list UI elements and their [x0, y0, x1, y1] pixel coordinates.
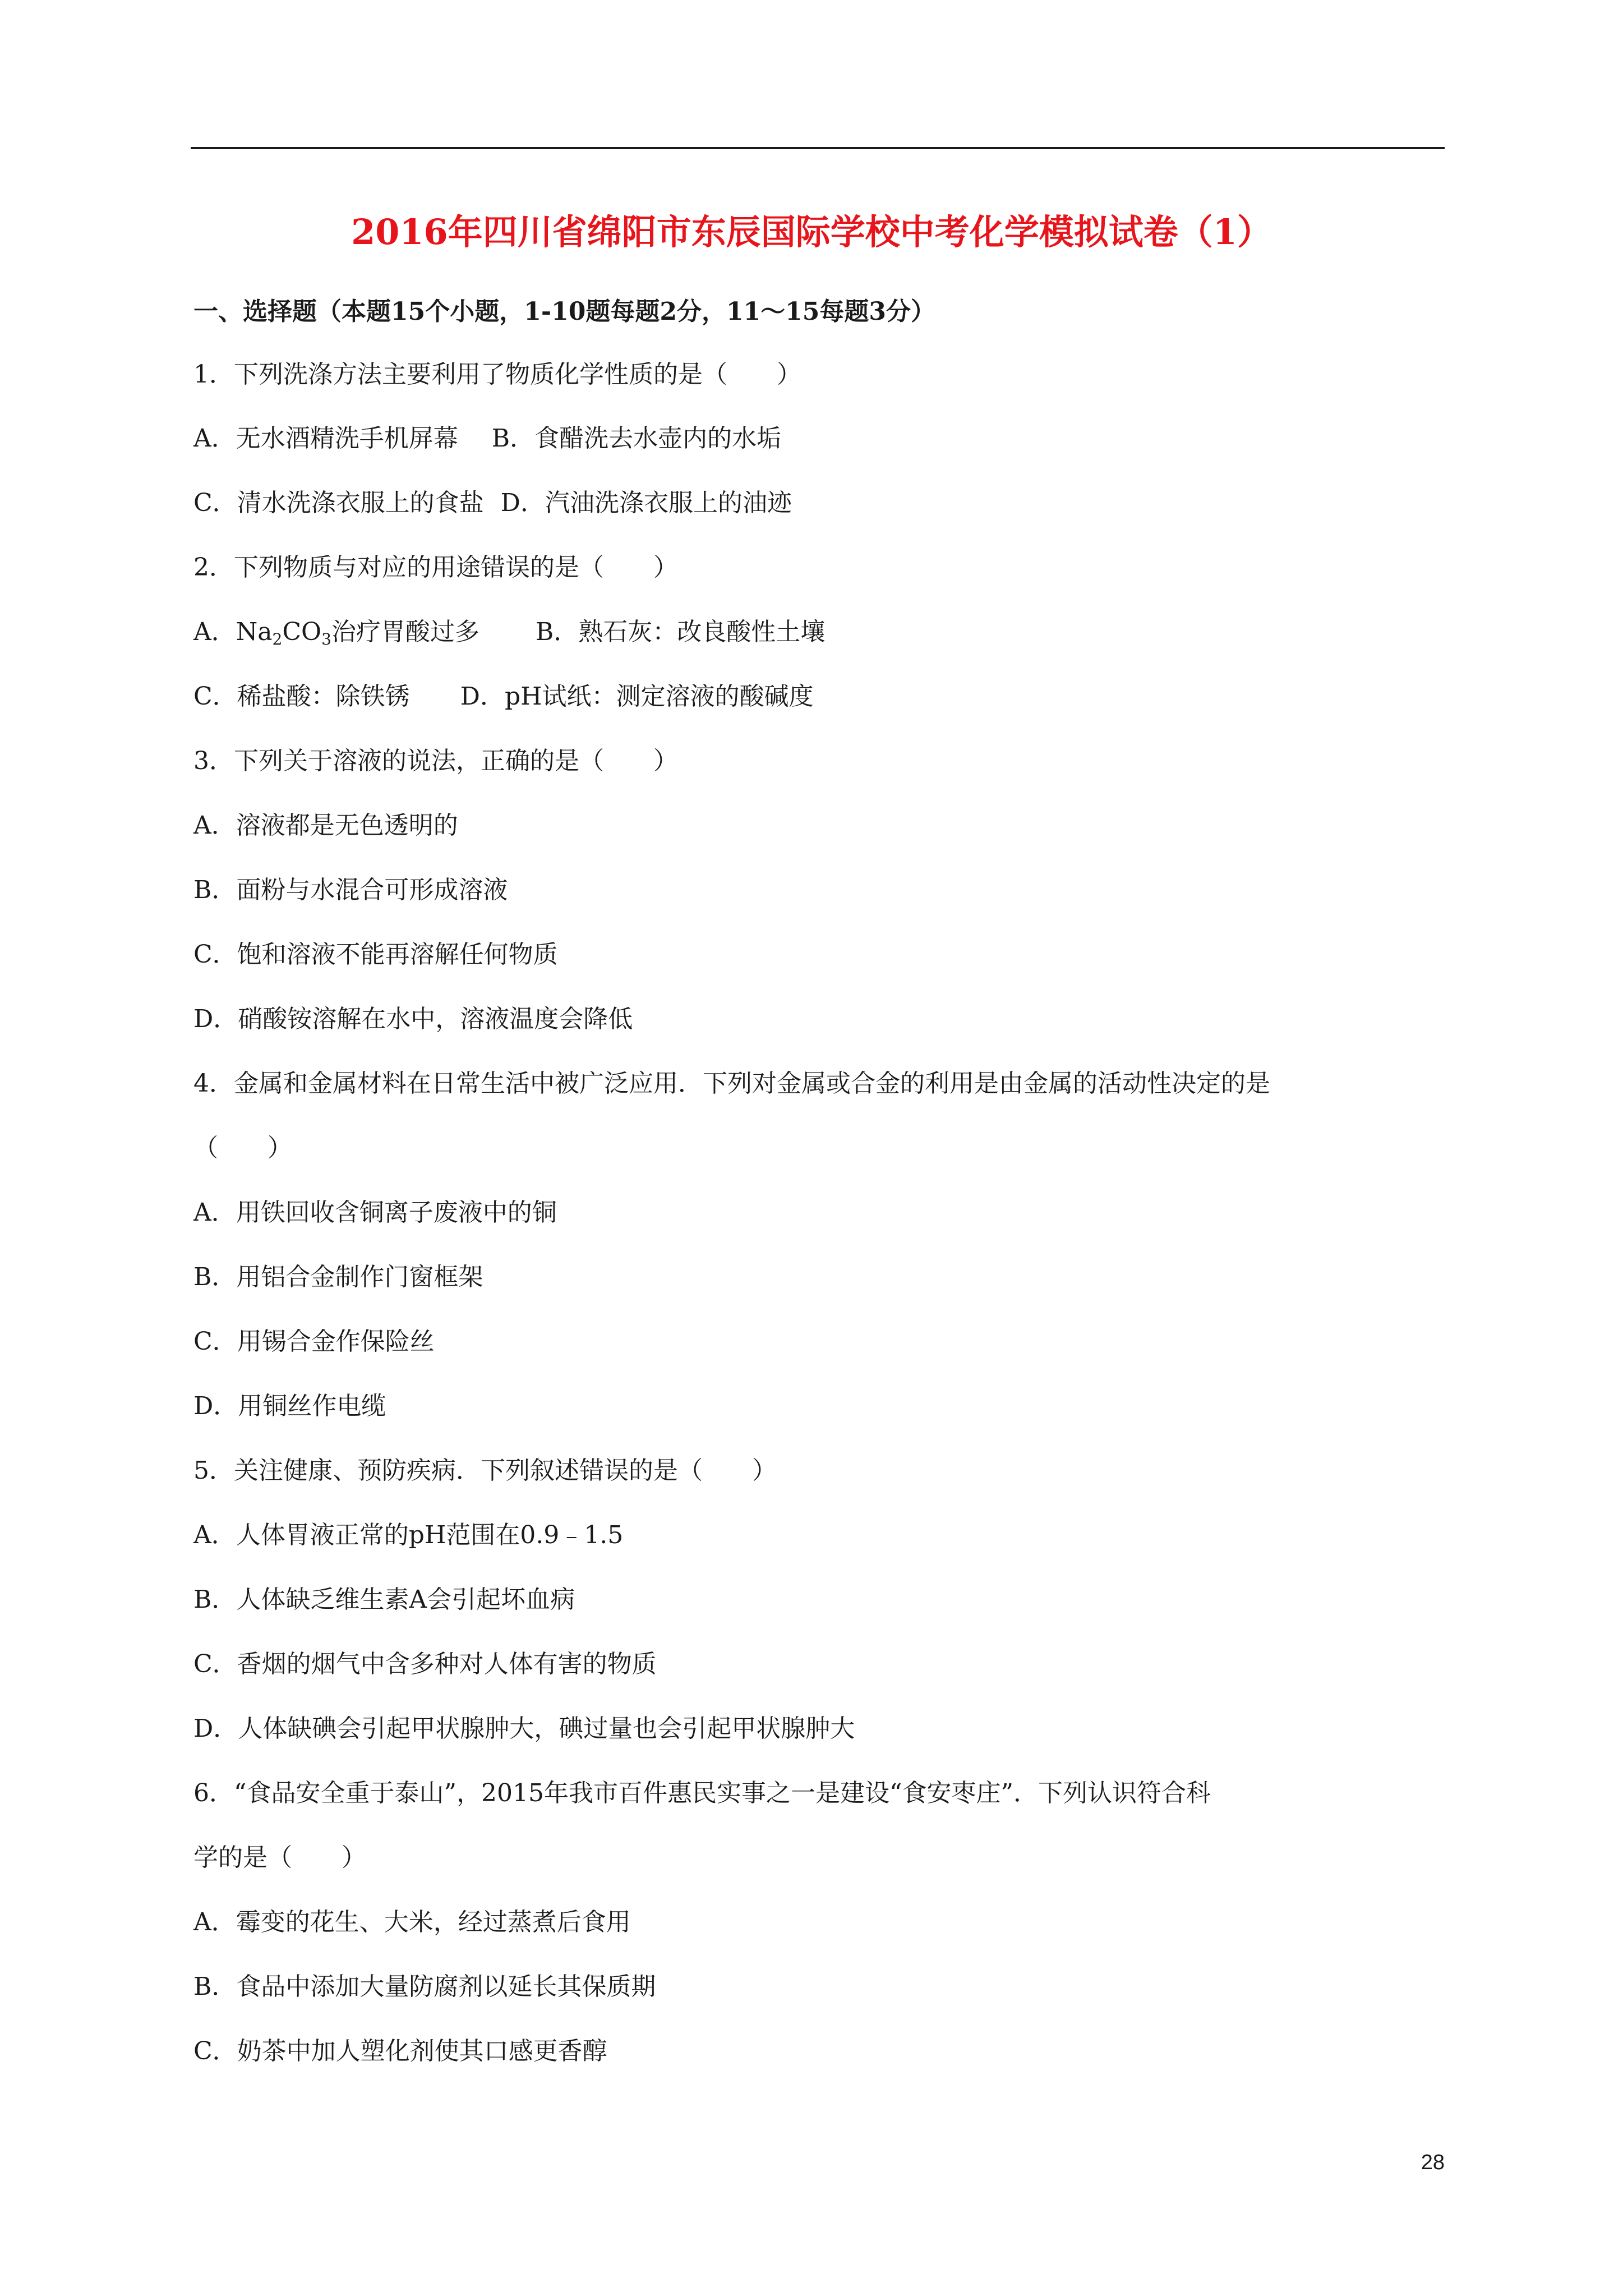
q1-option-b: B．食醋洗去水壶内的水垢 — [491, 424, 782, 453]
q3-option-b: B．面粉与水混合可形成溶液 — [193, 876, 508, 904]
q5-option-b: B．人体缺乏维生素A会引起坏血病 — [193, 1585, 575, 1614]
header-rule — [191, 147, 1445, 149]
question-2-stem: 2．下列物质与对应的用途错误的是（ ） — [193, 553, 678, 582]
q1-option-a: A．无水酒精洗手机屏幕 — [193, 424, 458, 453]
q4-option-b: B．用铝合金制作门窗框架 — [193, 1263, 483, 1291]
question-1-stem: 1．下列洗涤方法主要利用了物质化学性质的是（ ） — [193, 360, 801, 389]
section-heading: 一、选择题（本题15个小题，1-10题每题2分，11～15每题3分） — [193, 297, 936, 326]
question-4-stem-continued: （ ） — [193, 1134, 292, 1162]
q4-option-c: C．用锡合金作保险丝 — [193, 1327, 435, 1356]
page-title: 2016年四川省绵阳市东辰国际学校中考化学模拟试卷（1） — [351, 211, 1272, 252]
q2-option-c: C．稀盐酸：除铁锈 — [193, 682, 410, 711]
q5-option-c: C．香烟的烟气中含多种对人体有害的物质 — [193, 1650, 657, 1678]
question-5-stem: 5．关注健康、预防疾病．下列叙述错误的是（ ） — [193, 1456, 777, 1485]
q2-option-d: D．pH试纸：测定溶液的酸碱度 — [460, 682, 814, 711]
q2-option-b: B．熟石灰：改良酸性土壤 — [535, 618, 826, 646]
question-6-stem: 6．“食品安全重于泰山”，2015年我市百件惠民实事之一是建设“食安枣庄”．下列认识符合科 — [193, 1779, 1211, 1807]
q4-option-d: D．用铜丝作电缆 — [193, 1392, 386, 1420]
question-1-options-ab — [193, 421, 781, 457]
question-3-stem: 3．下列关于溶液的说法，正确的是（ ） — [193, 747, 678, 775]
q1-option-d: D．汽油洗涤衣服上的油迹 — [500, 489, 792, 517]
question-2-options-cd — [193, 679, 814, 715]
q4-option-a: A．用铁回收含铜离子废液中的铜 — [193, 1198, 557, 1227]
question-1-options-cd — [193, 485, 792, 521]
question-4-stem: 4．金属和金属材料在日常生活中被广泛应用．下列对金属或合金的利用是由金属的活动性决定的是 — [193, 1069, 1270, 1098]
q6-option-a: A．霉变的花生、大米，经过蒸煮后食用 — [193, 1908, 631, 1936]
q2-option-a: A．$Na_2CO_3$治疗胃酸过多 — [193, 618, 479, 648]
q3-option-d: D．硝酸铵溶解在水中，溶液温度会降低 — [193, 1005, 633, 1033]
q1-option-c: C．清水洗涤衣服上的食盐 — [193, 489, 484, 517]
q5-option-d: D．人体缺碘会引起甲状腺肿大，碘过量也会引起甲状腺肿大 — [193, 1714, 855, 1743]
q6-option-b: B．食品中添加大量防腐剂以延长其保质期 — [193, 1972, 656, 2001]
q3-option-c: C．饱和溶液不能再溶解任何物质 — [193, 940, 558, 969]
q5-option-a: A．人体胃液正常的pH范围在0.9﹣1.5 — [193, 1521, 624, 1549]
question-6-stem-continued: 学的是（ ） — [193, 1843, 366, 1872]
q3-option-a: A．溶液都是无色透明的 — [193, 811, 458, 840]
question-2-options-ab — [193, 614, 825, 650]
q6-option-c: C．奶茶中加人塑化剂使其口感更香醇 — [193, 2037, 607, 2065]
page-number: 28 — [1421, 2151, 1445, 2174]
